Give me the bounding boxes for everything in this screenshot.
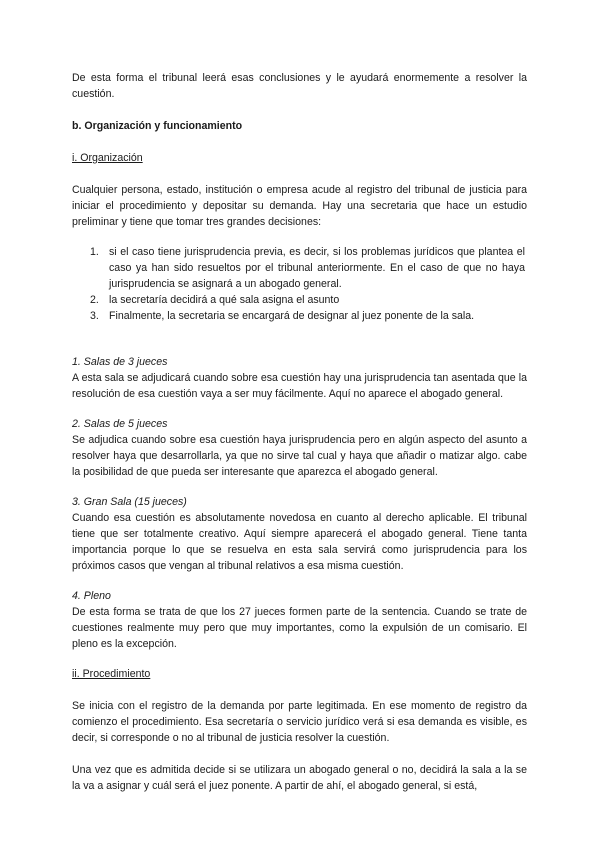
organizacion-paragraph: Cualquier persona, estado, institución o empresa acude al registro del tribunal de justicia para iniciar el procedimiento y depositar su demanda. Hay una secretaria que hace un estudio preliminar y tiene que tomar tres grandes decisiones: bbox=[72, 184, 527, 228]
list-item bbox=[72, 244, 527, 292]
list-item-number: 1. bbox=[90, 246, 99, 258]
procedimiento-paragraph-1: Se inicia con el registro de la demanda por parte legitimada. En ese momento de registro da comienzo el procedimiento. Esa secretaría o servicio jurídico verá si esa demanda es visible, es decir, si corresponde o no al tribunal de justicia resolver la cuestión. bbox=[72, 700, 527, 744]
list-item-text: la secretaría decidirá a qué sala asigna el asunto bbox=[109, 294, 340, 306]
subsection-heading-procedimiento bbox=[72, 666, 527, 682]
sala-title: 4. Pleno bbox=[72, 590, 111, 602]
document-page bbox=[72, 70, 527, 794]
list-item-number: 2. bbox=[90, 294, 99, 306]
subsection-heading-organizacion bbox=[72, 150, 527, 166]
sala-description: Se adjudica cuando sobre esa cuestión haya jurisprudencia pero en algún aspecto del asunto a resolver haya que desarrollarla, ya que no sirve tal cual y haya que añadir o matizar algo. cabe la posibilidad de que pueda ser interesante que aparezca el abogado general. bbox=[72, 434, 527, 478]
sala-title: 1. Salas de 3 jueces bbox=[72, 356, 168, 368]
list-item bbox=[72, 292, 527, 308]
decisions-list bbox=[72, 244, 527, 324]
intro-paragraph: De esta forma el tribunal leerá esas conclusiones y le ayudará enormemente a resolver la cuestión. bbox=[72, 72, 527, 100]
sala-description: A esta sala se adjudicará cuando sobre esa cuestión hay una jurisprudencia tan asentada que la resolución de esa cuestión vaya a ser muy fácilmente. Aquí no aparece el abogado general. bbox=[72, 372, 527, 400]
list-item-number: 3. bbox=[90, 310, 99, 322]
subsection-heading-organizacion-text: i. Organización bbox=[72, 152, 143, 164]
sala-description: De esta forma se trata de que los 27 jueces formen parte de la sentencia. Cuando se trate de cuestiones realmente muy pero que muy importantes, como la expulsión de un comisario. El pleno es la excepción. bbox=[72, 606, 527, 650]
list-item-text: si el caso tiene jurisprudencia previa, es decir, si los problemas jurídicos que plantea el caso ya han sido resueltos por el tribunal anteriormente. En el caso de que no haya jurisprudencia se asignará a un abogado general. bbox=[109, 246, 525, 290]
sala-title: 3. Gran Sala (15 jueces) bbox=[72, 496, 187, 508]
procedimiento-paragraph-2: Una vez que es admitida decide si se utilizara un abogado general o no, decidirá la sala a la se la va a asignar y cuál será el juez ponente. A partir de ahí, el abogado general, si está, bbox=[72, 764, 527, 792]
sala-title: 2. Salas de 5 jueces bbox=[72, 418, 168, 430]
subsection-heading-procedimiento-text: ii. Procedimiento bbox=[72, 668, 151, 680]
list-item bbox=[72, 308, 527, 324]
section-heading-organizacion-funcionamiento: b. Organización y funcionamiento bbox=[72, 120, 243, 132]
sala-description: Cuando esa cuestión es absolutamente novedosa en cuanto al derecho aplicable. El tribunal tiene que ser totalmente creativo. Aquí siempre aparecerá el abogado general. Tiene tanta importancia porque lo que se resuelva en esta sala servirá como jurisprudencia para los próximos casos que vengan al tribunal relativos a esa misma cuestión. bbox=[72, 512, 527, 572]
list-item-text: Finalmente, la secretaria se encargará de designar al juez ponente de la sala. bbox=[109, 310, 475, 322]
